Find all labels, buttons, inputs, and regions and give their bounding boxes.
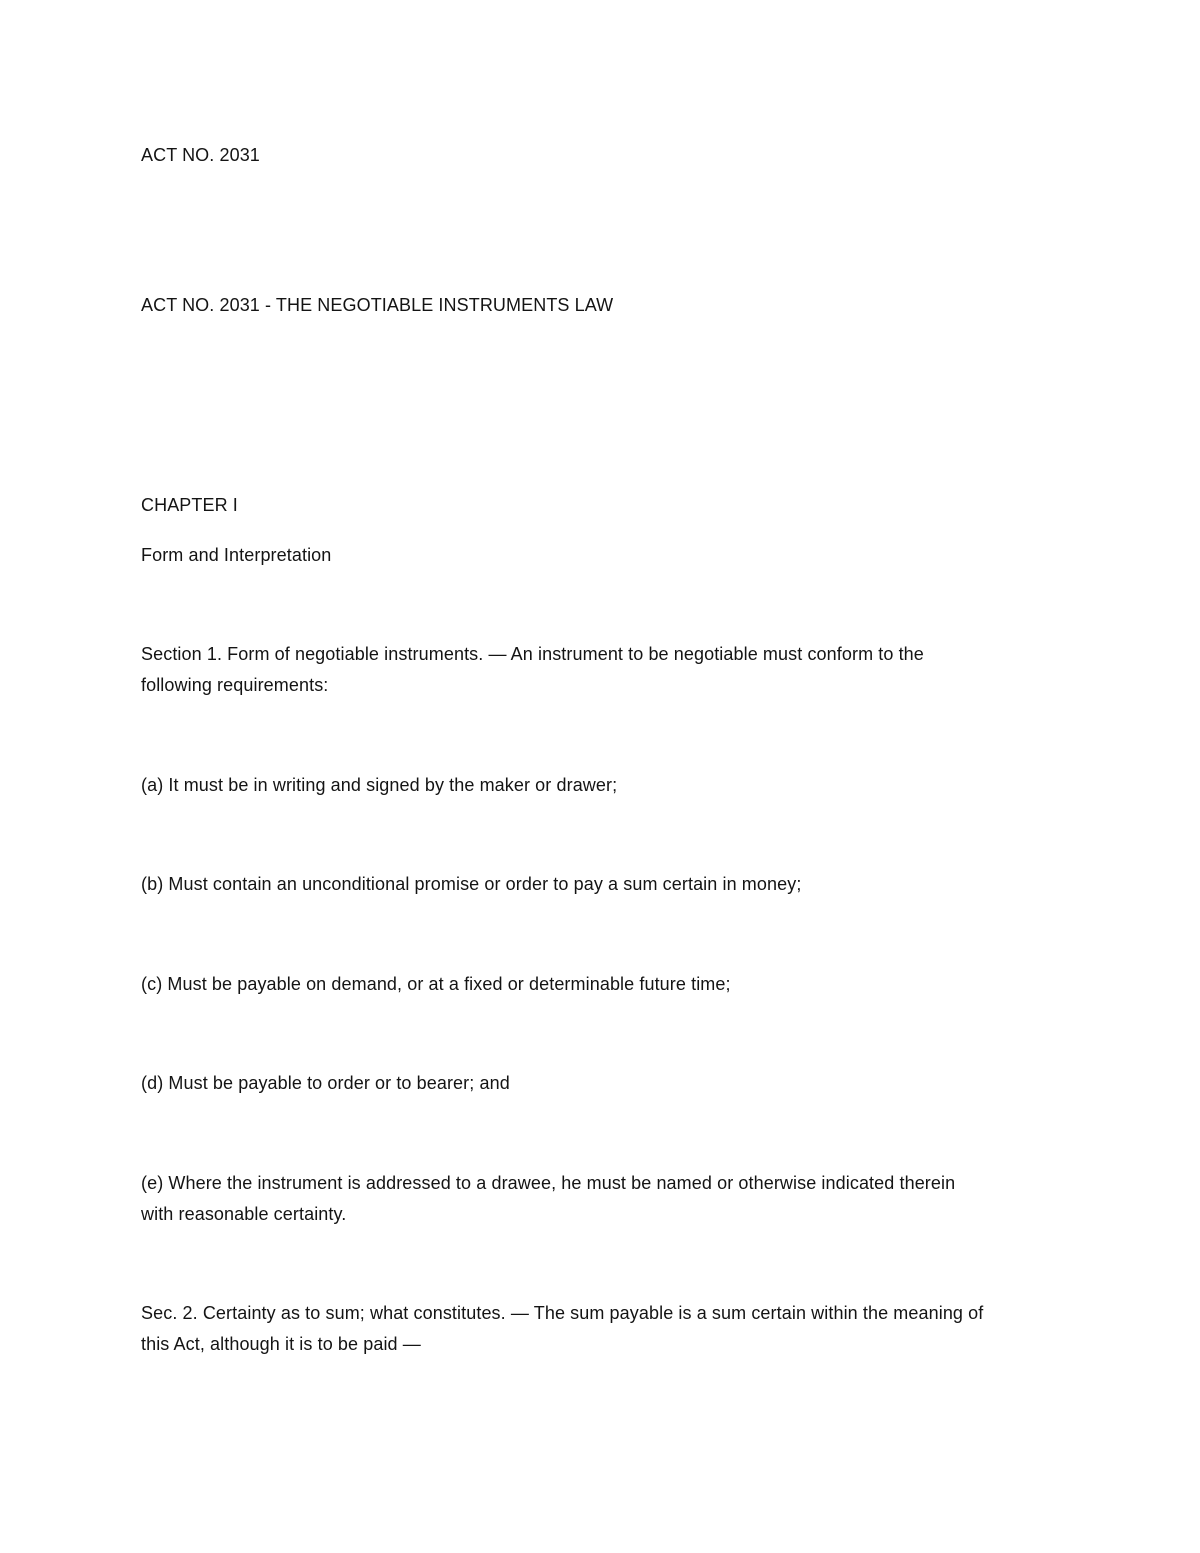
chapter-title: Form and Interpretation: [141, 545, 332, 565]
section-2-line-1: Sec. 2. Certainty as to sum; what constitutes. — The sum payable is a sum certain within the meaning of: [141, 1303, 984, 1323]
chapter-heading: CHAPTER I: [141, 495, 238, 515]
document-title: ACT NO. 2031: [141, 145, 260, 165]
requirement-a: (a) It must be in writing and signed by the maker or drawer;: [141, 775, 618, 795]
requirement-b: (b) Must contain an unconditional promise or order to pay a sum certain in money;: [141, 874, 802, 894]
requirement-c: (c) Must be payable on demand, or at a fixed or determinable future time;: [141, 974, 731, 994]
section-2-line-2: this Act, although it is to be paid —: [141, 1334, 421, 1354]
requirement-e-line-2: with reasonable certainty.: [141, 1204, 347, 1224]
requirement-d: (d) Must be payable to order or to bearer; and: [141, 1073, 510, 1093]
requirement-e-line-1: (e) Where the instrument is addressed to a drawee, he must be named or otherwise indicated therein: [141, 1173, 956, 1193]
section-1-line-2: following requirements:: [141, 675, 329, 695]
section-1-line-1: Section 1. Form of negotiable instruments. — An instrument to be negotiable must conform to the: [141, 644, 924, 664]
document-subtitle: ACT NO. 2031 - THE NEGOTIABLE INSTRUMENTS LAW: [141, 295, 614, 315]
